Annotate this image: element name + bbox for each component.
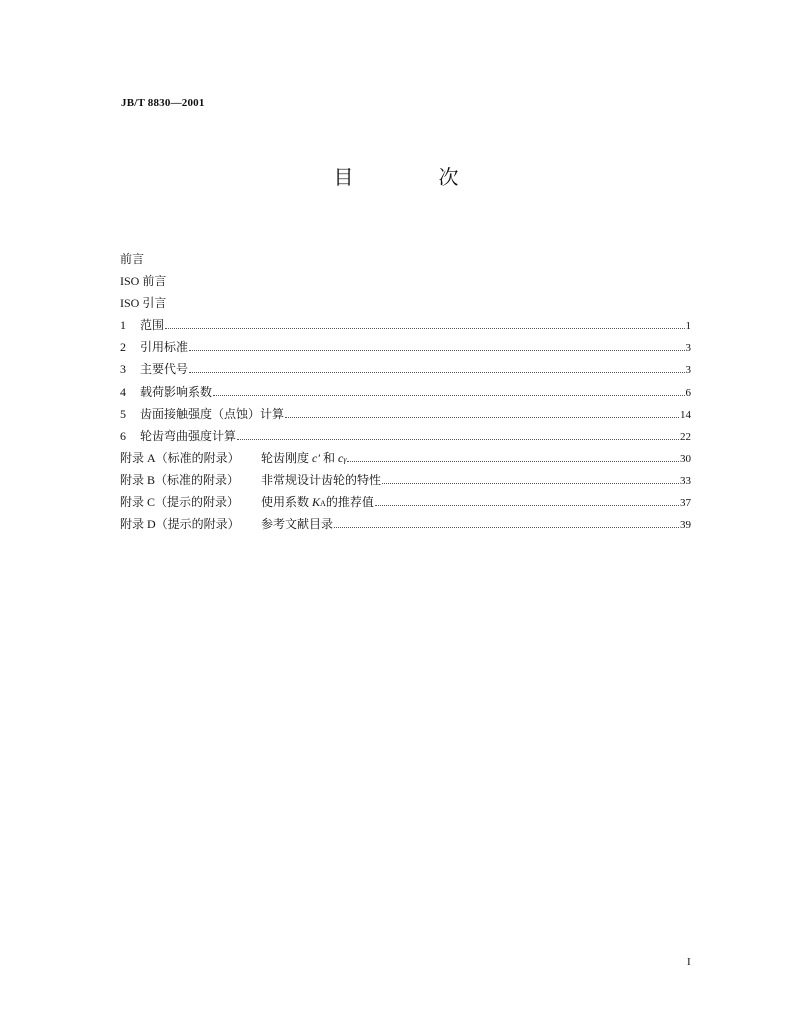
- toc-entry-section-3[interactable]: [120, 360, 691, 382]
- toc-entry-label: 范围: [140, 318, 165, 333]
- page-title: 目 次: [333, 167, 499, 189]
- toc-appendix-prefix: 附录 C（提示的附录）: [120, 495, 240, 510]
- toc-entry-section-2[interactable]: [120, 338, 691, 360]
- toc-entry-variable: K: [312, 495, 321, 510]
- toc-leader-dots: [375, 504, 679, 506]
- toc-entry-label: ISO 引言: [120, 296, 167, 311]
- table-of-contents: [120, 250, 691, 537]
- toc-entry-variable-subscript: γ: [343, 454, 347, 464]
- toc-appendix-prefix: 附录 D（提示的附录）: [120, 517, 240, 532]
- toc-leader-dots: [347, 460, 679, 462]
- toc-entry-page: 30: [680, 452, 691, 465]
- toc-entry-label: 前言: [120, 252, 145, 266]
- toc-entry-page: 6: [685, 386, 691, 399]
- toc-entry-number: 4: [120, 384, 126, 399]
- toc-entry-label: 轮齿刚度: [261, 450, 310, 465]
- toc-entry-number: 2: [120, 340, 126, 355]
- toc-appendix-prefix: 附录 A（标准的附录）: [120, 450, 240, 465]
- toc-entry-variable: c′: [312, 450, 320, 465]
- toc-leader-dots: [189, 349, 684, 351]
- toc-entry-page: 33: [680, 474, 691, 487]
- toc-appendix-prefix: 附录 B（标准的附录）: [120, 472, 240, 487]
- toc-entry-page: 3: [685, 342, 691, 355]
- toc-entry-label: 主要代号: [140, 362, 189, 377]
- toc-entry-label: 轮齿弯曲强度计算: [140, 428, 237, 443]
- toc-entry-appendix-c[interactable]: [120, 493, 691, 515]
- toc-entry-appendix-d[interactable]: [120, 515, 691, 537]
- toc-entry-section-5[interactable]: [120, 405, 691, 427]
- toc-leader-dots: [213, 394, 684, 396]
- toc-entry-page: 3: [685, 364, 691, 377]
- toc-entry-label: 引用标准: [140, 340, 189, 355]
- toc-entry-number: 6: [120, 428, 126, 443]
- toc-entry-number: 5: [120, 406, 126, 421]
- toc-entry-label: 参考文献目录: [261, 517, 334, 532]
- toc-entry-number: 1: [120, 318, 126, 333]
- toc-leader-dots: [189, 371, 684, 373]
- toc-entry-page: 14: [680, 408, 691, 421]
- toc-entry-page: 37: [680, 497, 691, 510]
- toc-entry-section-4[interactable]: [120, 383, 691, 405]
- toc-entry-iso-preface[interactable]: [120, 272, 691, 294]
- toc-entry-page: 1: [685, 320, 691, 333]
- toc-entry-section-6[interactable]: [120, 427, 691, 449]
- toc-leader-dots: [237, 438, 679, 440]
- toc-leader-dots: [285, 416, 679, 418]
- toc-leader-dots: [334, 526, 679, 528]
- toc-leader-dots: [165, 327, 684, 329]
- toc-entry-page: 39: [680, 519, 691, 532]
- toc-leader-dots: [382, 482, 679, 484]
- toc-entry-label: 齿面接触强度（点蚀）计算: [140, 406, 285, 421]
- toc-entry-number: 3: [120, 362, 126, 377]
- toc-entry-label-connector: 和: [322, 450, 335, 465]
- toc-entry-label-suffix: 的推荐值: [325, 495, 374, 510]
- toc-entry-section-1[interactable]: [120, 316, 691, 338]
- toc-entry-label: ISO 前言: [120, 274, 167, 289]
- toc-entry-label: 非常规设计齿轮的特性: [261, 472, 382, 487]
- page-number: I: [687, 956, 691, 968]
- toc-entry-appendix-b[interactable]: [120, 471, 691, 493]
- toc-entry-page: 22: [680, 430, 691, 443]
- toc-entry-iso-introduction[interactable]: [120, 294, 691, 316]
- toc-entry-label: 使用系数: [261, 495, 310, 510]
- toc-entry-variable-subscript: A: [320, 499, 326, 509]
- toc-entry-appendix-a[interactable]: [120, 449, 691, 471]
- toc-entry-label: 载荷影响系数: [140, 384, 213, 399]
- toc-entry-preface[interactable]: [120, 250, 691, 272]
- standard-code: JB/T 8830—2001: [121, 97, 205, 109]
- toc-entry-variable: c: [337, 450, 344, 465]
